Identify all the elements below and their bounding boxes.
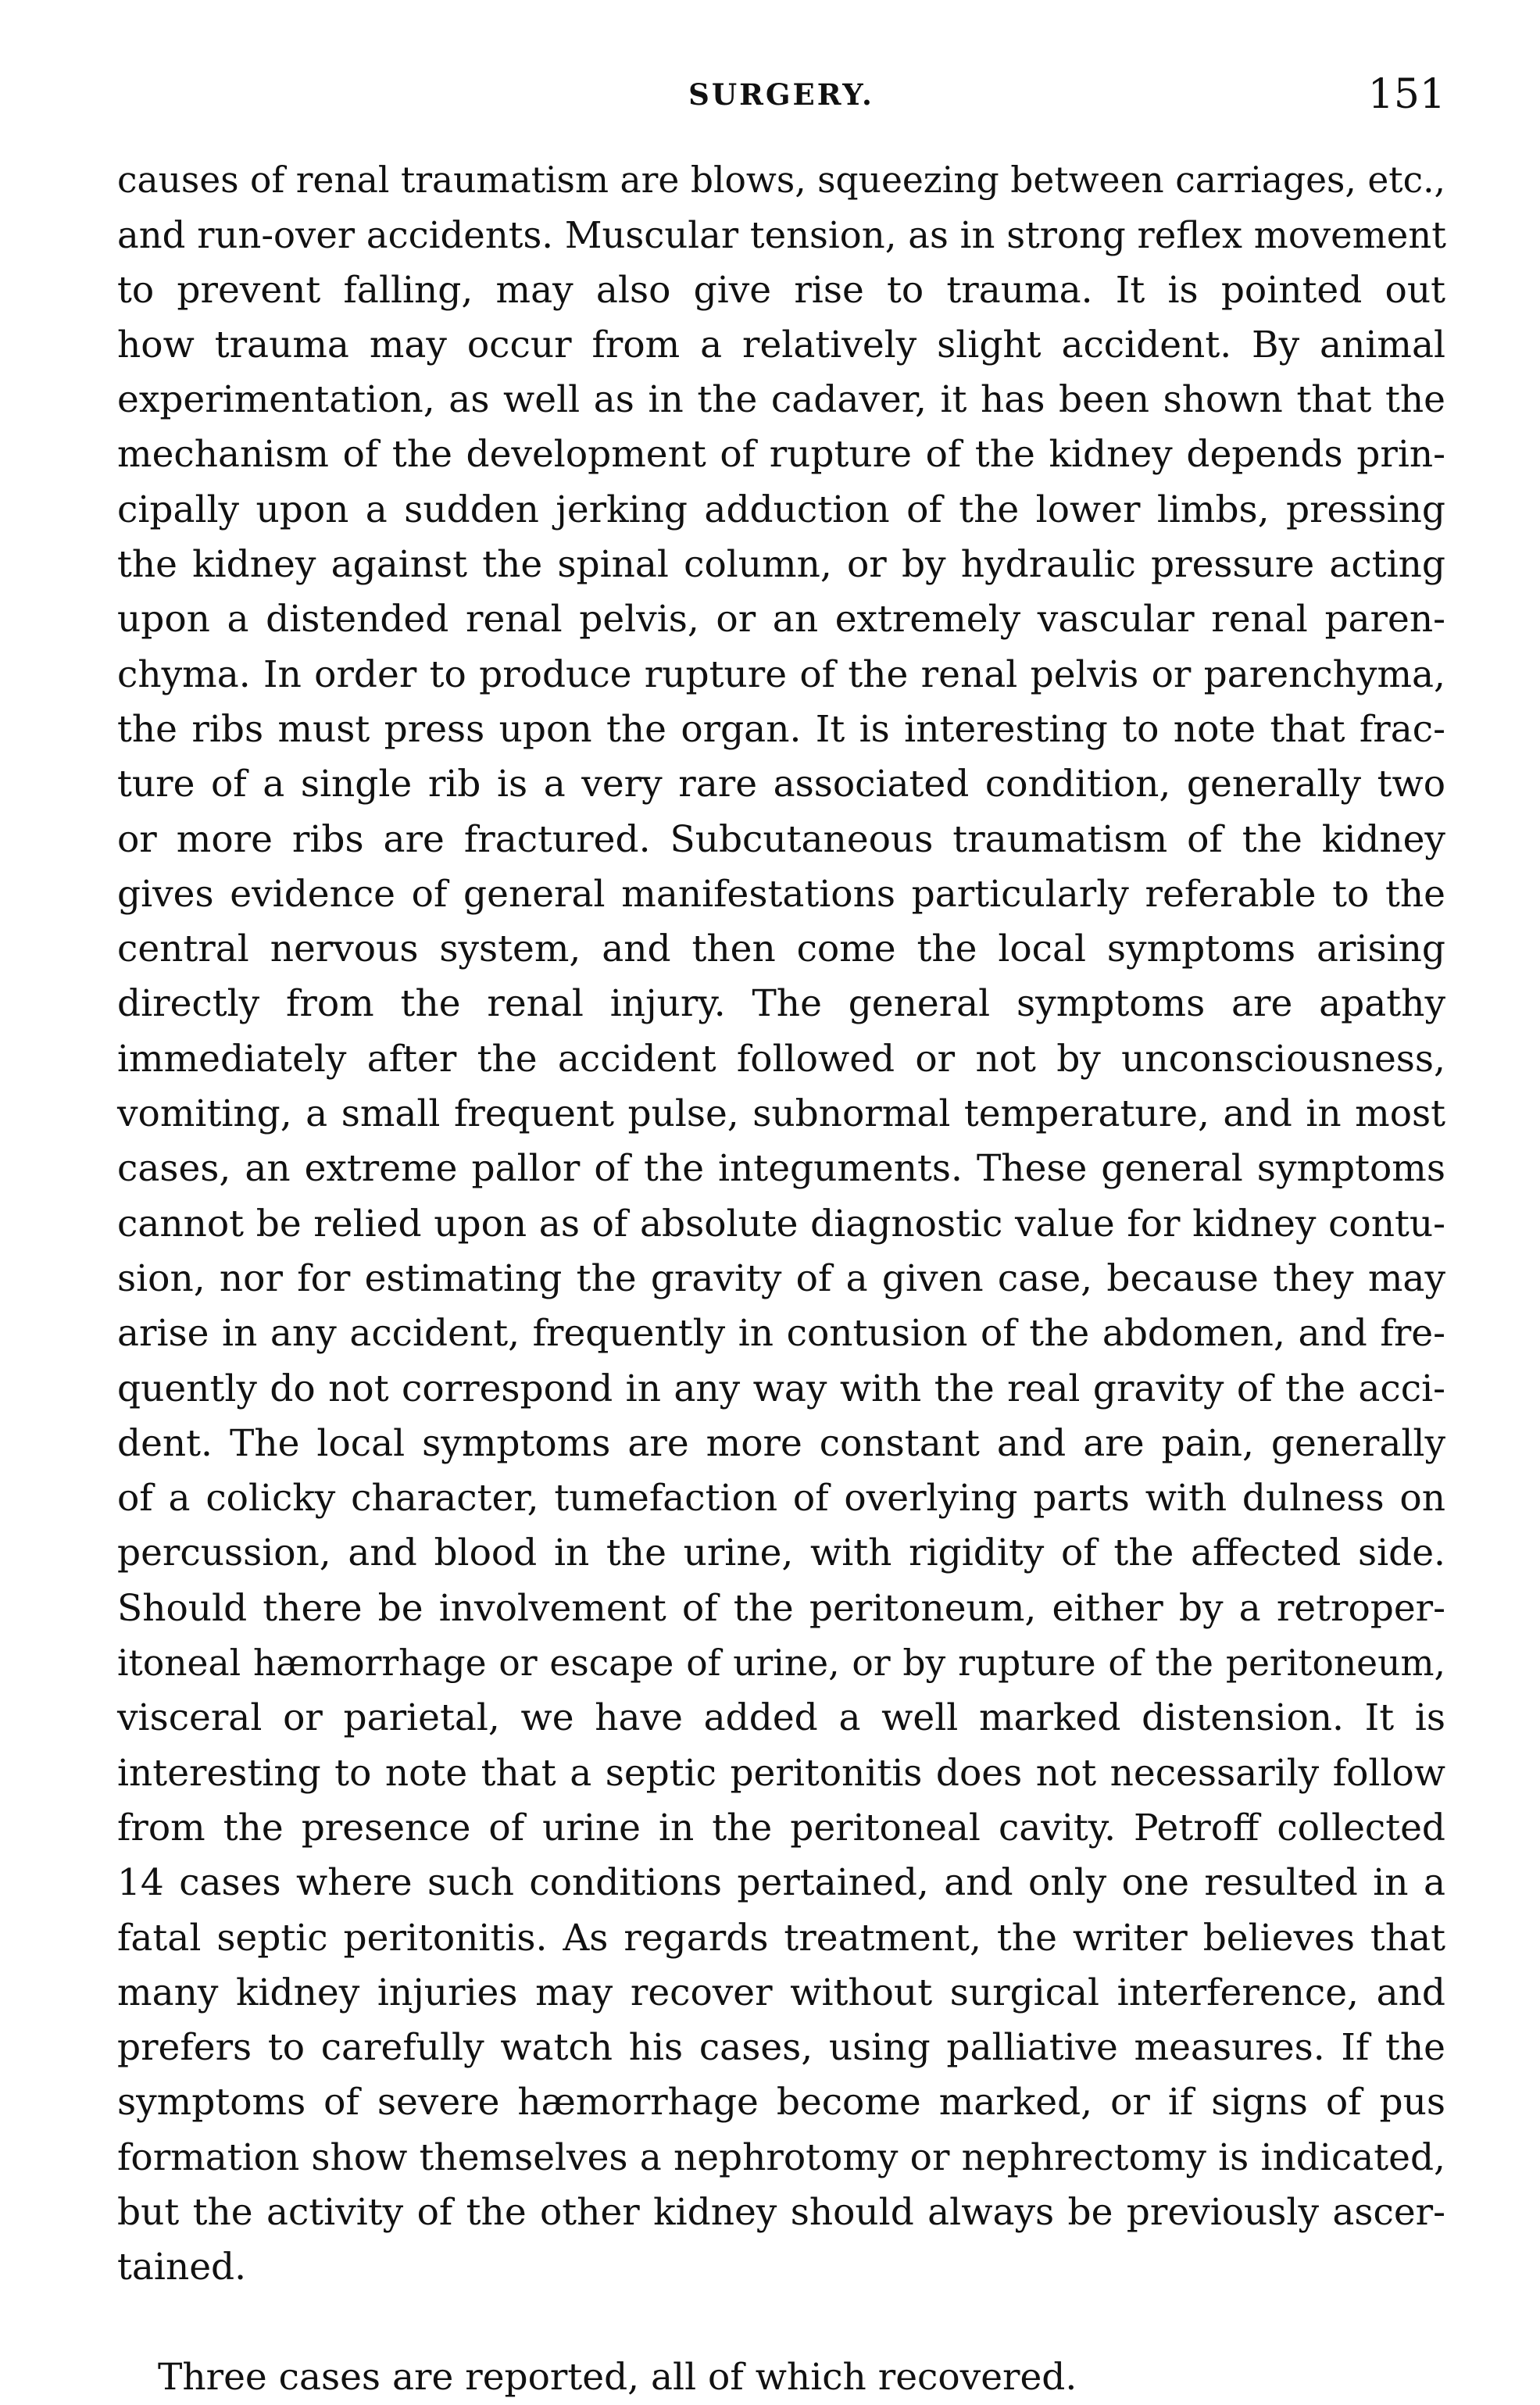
text-line: gives evidence of general manifestations particularly referable to the (117, 872, 1445, 916)
text-line: quently do not correspond in any way with the real gravity of the acci- (117, 1367, 1445, 1410)
text-line: or more ribs are fractured. Subcutaneous traumatism of the kidney (117, 817, 1445, 861)
text-line: percussion, and blood in the urine, with rigidity of the affected side. (117, 1531, 1445, 1575)
text-line: from the presence of urine in the peritoneal cavity. Petroff collected (117, 1806, 1445, 1849)
text-line: Three cases are reported, all of which recovered. (158, 2355, 1077, 2399)
text-line: itoneal hæmorrhage or escape of urine, or by rupture of the peritoneum, (117, 1642, 1445, 1685)
text-line: symptoms of severe hæmorrhage become marked, or if signs of pus (117, 2081, 1445, 2124)
running-title: SURGERY. (688, 77, 874, 112)
text-line: cannot be relied upon as of absolute diagnostic value for kidney contu- (117, 1202, 1445, 1245)
running-head (117, 67, 1445, 122)
text-line: Should there be involvement of the peritoneum, either by a retroper- (117, 1586, 1445, 1630)
text-line: sion, nor for estimating the gravity of a given case, because they may (117, 1256, 1445, 1300)
text-line: ture of a single rib is a very rare associated condition, generally two (117, 763, 1445, 806)
text-line: visceral or parietal, we have added a well marked distension. It is (117, 1696, 1445, 1740)
page-number: 151 (1367, 71, 1445, 118)
text-line: central nervous system, and then come the local symptoms arising (117, 927, 1445, 971)
text-line: cases, an extreme pallor of the integuments. These general symptoms (117, 1147, 1445, 1191)
paragraph-renal-traumatism (117, 153, 1445, 2296)
text-line: upon a distended renal pelvis, or an extremely vascular renal paren- (117, 598, 1445, 641)
text-line: 14 cases where such conditions pertained, and only one resulted in a (117, 1861, 1445, 1905)
text-line: to prevent falling, may also give rise to trauma. It is pointed out (117, 268, 1445, 312)
text-line: and run-over accidents. Muscular tension, as in strong reflex movement (117, 214, 1446, 257)
text-line: many kidney injuries may recover without surgical interference, and (117, 1971, 1445, 2014)
text-line: chyma. In order to produce rupture of the renal pelvis or parenchyma, (117, 652, 1445, 696)
text-line: mechanism of the development of rupture of the kidney depends prin- (117, 433, 1445, 477)
text-line: prefers to carefully watch his cases, using palliative measures. If the (117, 2026, 1445, 2070)
text-line: causes of renal traumatism are blows, squeezing between carriages, etc., (117, 159, 1445, 201)
text-line: fatal septic peritonitis. As regards treatment, the writer believes that (117, 1916, 1445, 1960)
text-line: the kidney against the spinal column, or by hydraulic pressure acting (117, 543, 1445, 587)
text-line: experimentation, as well as in the cadaver, it has been shown that the (117, 378, 1445, 422)
paragraph-gap (117, 2296, 1445, 2350)
text-line: of a colicky character, tumefaction of overlying parts with dulness on (117, 1477, 1445, 1521)
text-line: tained. (117, 2246, 247, 2289)
text-line: formation show themselves a nephrotomy or nephrectomy is indicated, (117, 2135, 1445, 2179)
text-line: dent. The local symptoms are more constant and are pain, generally (117, 1421, 1445, 1465)
text-line: cipally upon a sudden jerking adduction of the lower limbs, pressing (117, 488, 1445, 531)
text-line: the ribs must press upon the organ. It is interesting to note that frac- (117, 707, 1445, 751)
text-line: interesting to note that a septic peritonitis does not necessarily follow (117, 1751, 1445, 1795)
paragraph-cases-reported (158, 2350, 1445, 2405)
text-line: arise in any accident, frequently in contusion of the abdomen, and fre- (117, 1312, 1445, 1356)
text-line: but the activity of the other kidney should always be previously ascer- (117, 2190, 1445, 2234)
text-line: vomiting, a small frequent pulse, subnormal temperature, and in most (117, 1092, 1445, 1136)
text-line: directly from the renal injury. The general symptoms are apathy (117, 982, 1445, 1026)
body-text (117, 153, 1445, 2405)
text-line: how trauma may occur from a relatively slight accident. By animal (117, 323, 1445, 366)
text-line: immediately after the accident followed or not by unconsciousness, (117, 1037, 1445, 1081)
